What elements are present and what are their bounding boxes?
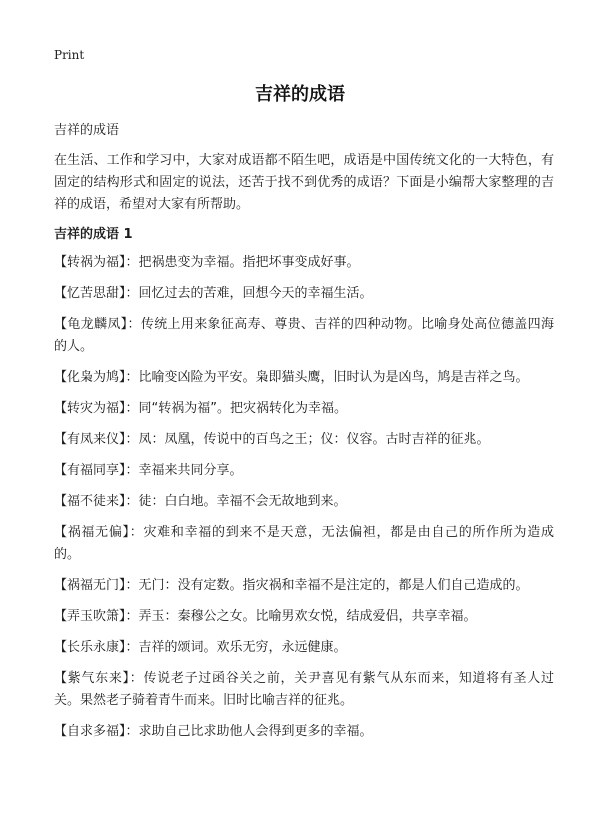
idiom-item: [54, 575, 554, 597]
idiom-item: [54, 606, 554, 628]
idiom-definition: ：弄玉：秦穆公之女。比喻男欢女悦，结成爱侣，共享幸福。: [125, 609, 477, 624]
idiom-definition: ：回忆过去的苦难，回想今天的幸福生活。: [125, 286, 373, 301]
idiom-definition: ：把祸患变为幸福。指把坏事变成好事。: [125, 255, 360, 270]
idiom-definition: ：同“转祸为福”。把灾祸转化为幸福。: [125, 401, 347, 416]
idiom-item: [54, 429, 554, 451]
idiom-definition: ：灾难和幸福的到来不是天意，无法偏袒，都是由自己的所作所为造成的。: [54, 525, 554, 562]
idiom-definition: ：幸福来共同分享。: [125, 463, 243, 478]
idiom-item: [54, 398, 554, 420]
idiom-item: [54, 522, 554, 566]
idiom-term: 【祸福无门】: [54, 578, 126, 593]
idiom-term: 【龟龙麟凤】: [54, 317, 128, 332]
idiom-term: 【自求多福】: [54, 724, 126, 739]
idiom-term: 【转祸为福】: [54, 255, 126, 270]
idiom-term: 【有福同享】: [54, 463, 126, 478]
idiom-definition: ：比喻变凶险为平安。枭即猫头鹰，旧时认为是凶鸟，鸠是吉祥之鸟。: [125, 370, 529, 385]
idiom-term: 【长乐永康】: [54, 640, 126, 655]
idiom-definition: ：徒：白白地。幸福不会无故地到来。: [125, 494, 347, 509]
idiom-item: [54, 367, 554, 389]
idiom-item: [54, 283, 554, 305]
idiom-item: [54, 314, 554, 358]
idiom-item: [54, 721, 554, 743]
document-body: [54, 120, 554, 752]
idiom-item: [54, 460, 554, 482]
intro-paragraph: 在生活、工作和学习中，大家对成语都不陌生吧，成语是中国传统文化的一大特色，有固定的结构形式和固定的说法，还苦于找不到优秀的成语？下面是小编帮大家整理的吉祥的成语，希望对大家有所帮助。: [54, 153, 554, 212]
idiom-definition: ：无门：没有定数。指灾祸和幸福不是注定的，都是人们自己造成的。: [125, 578, 529, 593]
section-heading: 吉祥的成语 1: [54, 227, 133, 242]
idiom-definition: ：凤：凤凰，传说中的百鸟之王；仪：仪容。古时吉祥的征兆。: [125, 432, 490, 447]
idiom-definition: ：传说老子过函谷关之前，关尹喜见有紫气从东而来，知道将有圣人过关。果然老子骑着青牛而来。旧时比喻吉祥的征兆。: [54, 671, 554, 708]
idiom-term: 【化枭为鸠】: [54, 370, 126, 385]
print-link[interactable]: Print: [54, 48, 85, 62]
idiom-list: [54, 252, 554, 743]
idiom-term: 【祸福无偏】: [54, 525, 130, 540]
idiom-term: 【福不徒来】: [54, 494, 126, 509]
idiom-item: [54, 252, 554, 274]
idiom-definition: ：传统上用来象征高寿、尊贵、吉祥的四种动物。比喻身处高位德盖四海的人。: [54, 317, 554, 354]
idiom-item: [54, 668, 554, 712]
idiom-term: 【紫气东来】: [54, 671, 130, 686]
idiom-definition: ：吉祥的颂词。欢乐无穷，永远健康。: [125, 640, 347, 655]
idiom-item: [54, 637, 554, 659]
document-subtitle: 吉祥的成语: [54, 123, 120, 138]
idiom-item: [54, 491, 554, 513]
idiom-term: 【转灾为福】: [54, 401, 126, 416]
idiom-definition: ：求助自己比求助他人会得到更多的幸福。: [125, 724, 373, 739]
idiom-term: 【有凤来仪】: [54, 432, 126, 447]
idiom-term: 【弄玉吹箫】: [54, 609, 126, 624]
document-title: 吉祥的成语: [255, 84, 345, 105]
idiom-term: 【忆苦思甜】: [54, 286, 126, 301]
